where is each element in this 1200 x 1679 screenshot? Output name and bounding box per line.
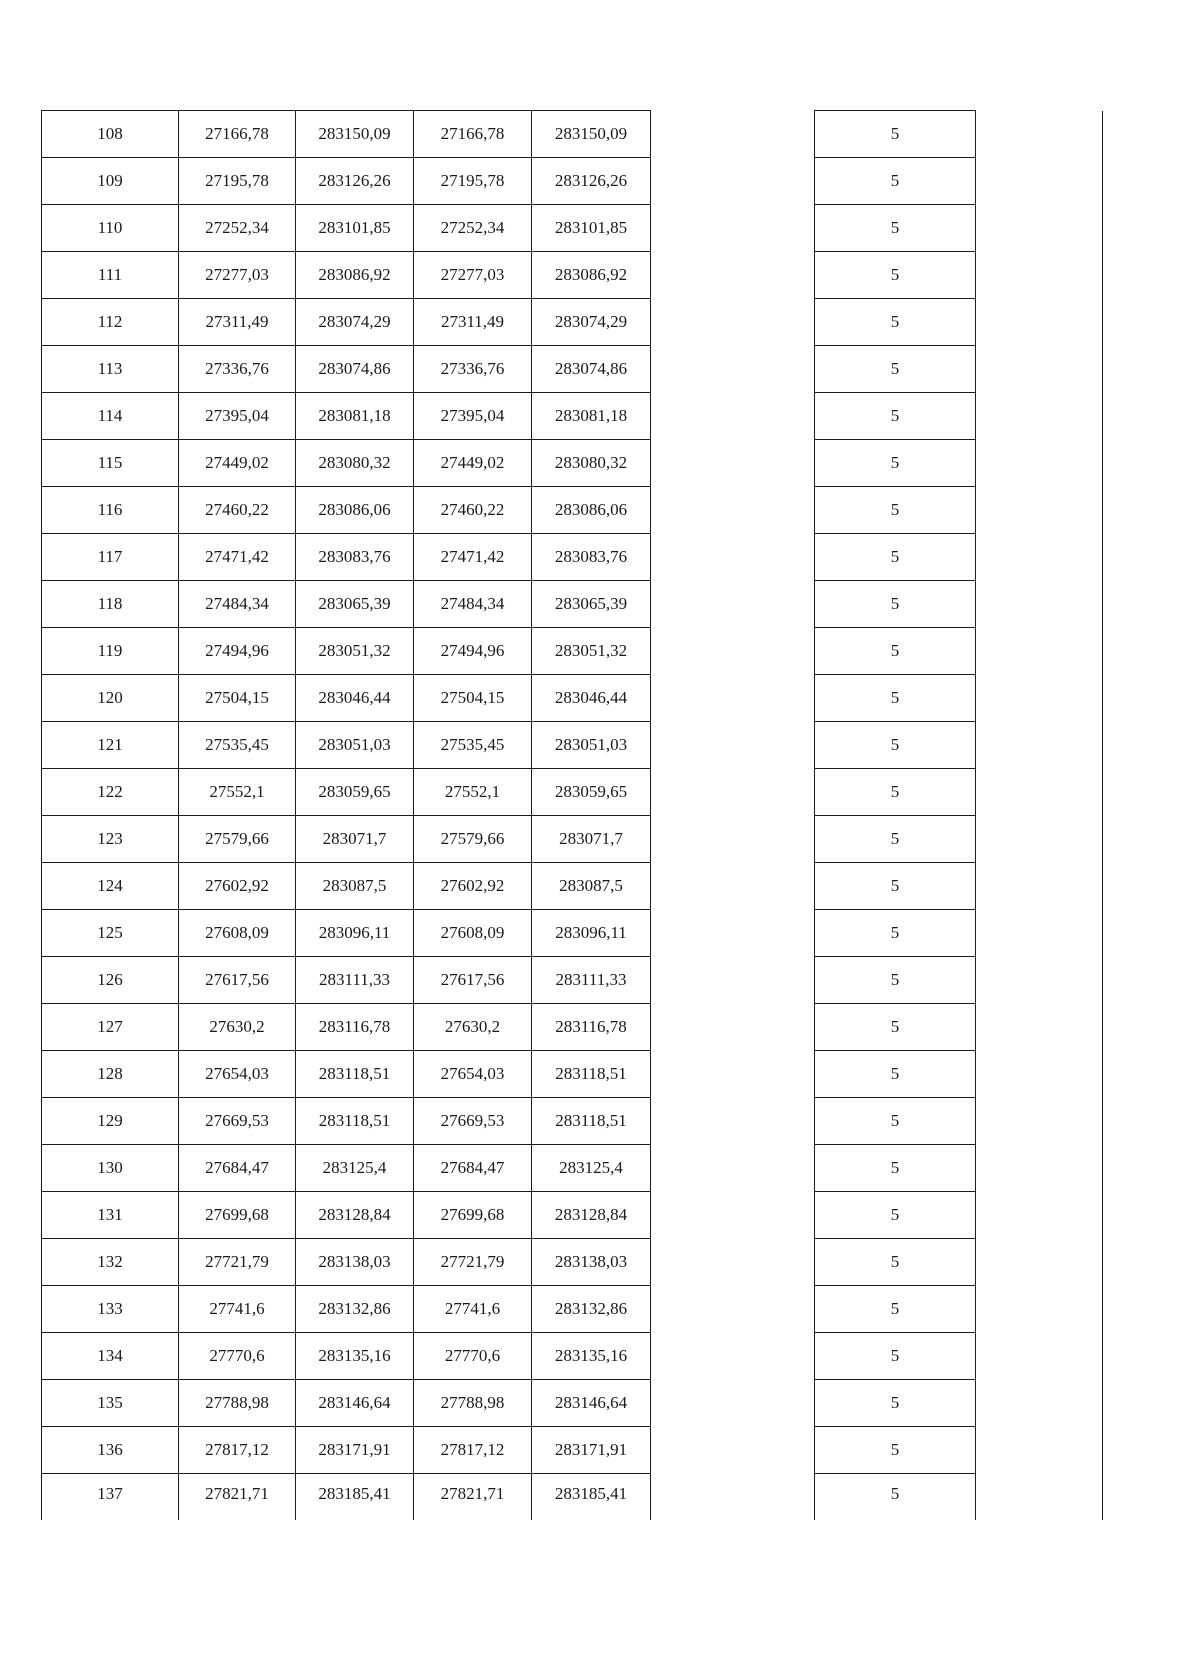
new-x-cell: 27449,02 xyxy=(414,440,532,487)
table-row xyxy=(42,1098,1103,1145)
existing-x-cell: 27460,22 xyxy=(179,487,296,534)
existing-x-cell: 27817,12 xyxy=(179,1427,296,1474)
new-y-cell: 283051,03 xyxy=(532,722,651,769)
new-x-cell: 27630,2 xyxy=(414,1004,532,1051)
existing-y-cell: 283128,84 xyxy=(296,1192,414,1239)
empty-column-cell xyxy=(651,534,815,581)
accuracy-cell: 5 xyxy=(815,1286,976,1333)
new-y-cell: 283051,32 xyxy=(532,628,651,675)
existing-x-cell: 27504,15 xyxy=(179,675,296,722)
accuracy-cell: 5 xyxy=(815,205,976,252)
accuracy-cell: 5 xyxy=(815,393,976,440)
empty-column-cell xyxy=(651,299,815,346)
empty-column-cell xyxy=(976,299,1103,346)
existing-x-cell: 27336,76 xyxy=(179,346,296,393)
empty-column-cell xyxy=(651,1098,815,1145)
point-number-cell: 135 xyxy=(42,1380,179,1427)
empty-column-cell xyxy=(651,1286,815,1333)
table-row xyxy=(42,1333,1103,1380)
accuracy-cell: 5 xyxy=(815,299,976,346)
existing-x-cell: 27277,03 xyxy=(179,252,296,299)
existing-x-cell: 27195,78 xyxy=(179,158,296,205)
point-number-cell: 128 xyxy=(42,1051,179,1098)
accuracy-cell: 5 xyxy=(815,1098,976,1145)
point-number-cell: 116 xyxy=(42,487,179,534)
empty-column-cell xyxy=(651,205,815,252)
accuracy-cell: 5 xyxy=(815,675,976,722)
existing-x-cell: 27669,53 xyxy=(179,1098,296,1145)
existing-y-cell: 283051,03 xyxy=(296,722,414,769)
accuracy-cell: 5 xyxy=(815,1380,976,1427)
existing-y-cell: 283080,32 xyxy=(296,440,414,487)
accuracy-cell: 5 xyxy=(815,769,976,816)
empty-column-cell xyxy=(976,346,1103,393)
new-x-cell: 27770,6 xyxy=(414,1333,532,1380)
point-number-cell: 115 xyxy=(42,440,179,487)
empty-column-cell xyxy=(651,1004,815,1051)
coordinates-table xyxy=(41,110,1103,1520)
point-number-cell: 111 xyxy=(42,252,179,299)
accuracy-cell: 5 xyxy=(815,1192,976,1239)
empty-column-cell xyxy=(651,1192,815,1239)
point-number-cell: 137 xyxy=(42,1474,179,1521)
point-number-cell: 127 xyxy=(42,1004,179,1051)
empty-column-cell xyxy=(976,1004,1103,1051)
new-y-cell: 283138,03 xyxy=(532,1239,651,1286)
existing-y-cell: 283081,18 xyxy=(296,393,414,440)
new-x-cell: 27471,42 xyxy=(414,534,532,581)
empty-column-cell xyxy=(976,205,1103,252)
accuracy-cell: 5 xyxy=(815,863,976,910)
empty-column-cell xyxy=(651,628,815,675)
new-x-cell: 27277,03 xyxy=(414,252,532,299)
empty-column-cell xyxy=(976,393,1103,440)
new-y-cell: 283125,4 xyxy=(532,1145,651,1192)
table-row xyxy=(42,1239,1103,1286)
empty-column-cell xyxy=(976,534,1103,581)
new-x-cell: 27741,6 xyxy=(414,1286,532,1333)
existing-y-cell: 283111,33 xyxy=(296,957,414,1004)
table-row xyxy=(42,1192,1103,1239)
new-y-cell: 283080,32 xyxy=(532,440,651,487)
empty-column-cell xyxy=(976,722,1103,769)
point-number-cell: 119 xyxy=(42,628,179,675)
new-y-cell: 283132,86 xyxy=(532,1286,651,1333)
existing-x-cell: 27617,56 xyxy=(179,957,296,1004)
existing-y-cell: 283101,85 xyxy=(296,205,414,252)
table-row xyxy=(42,1145,1103,1192)
existing-x-cell: 27579,66 xyxy=(179,816,296,863)
table-row xyxy=(42,205,1103,252)
new-x-cell: 27395,04 xyxy=(414,393,532,440)
empty-column-cell xyxy=(651,111,815,158)
empty-column-cell xyxy=(976,628,1103,675)
table-row xyxy=(42,393,1103,440)
empty-column-cell xyxy=(976,769,1103,816)
accuracy-cell: 5 xyxy=(815,487,976,534)
existing-x-cell: 27741,6 xyxy=(179,1286,296,1333)
table-row xyxy=(42,346,1103,393)
table-row xyxy=(42,1051,1103,1098)
empty-column-cell xyxy=(976,1098,1103,1145)
accuracy-cell: 5 xyxy=(815,910,976,957)
table-row xyxy=(42,722,1103,769)
existing-y-cell: 283074,29 xyxy=(296,299,414,346)
existing-x-cell: 27494,96 xyxy=(179,628,296,675)
point-number-cell: 136 xyxy=(42,1427,179,1474)
point-number-cell: 123 xyxy=(42,816,179,863)
existing-x-cell: 27471,42 xyxy=(179,534,296,581)
existing-x-cell: 27166,78 xyxy=(179,111,296,158)
new-y-cell: 283185,41 xyxy=(532,1474,651,1521)
new-y-cell: 283059,65 xyxy=(532,769,651,816)
existing-x-cell: 27699,68 xyxy=(179,1192,296,1239)
table-row xyxy=(42,1286,1103,1333)
empty-column-cell xyxy=(651,393,815,440)
existing-y-cell: 283138,03 xyxy=(296,1239,414,1286)
existing-y-cell: 283125,4 xyxy=(296,1145,414,1192)
existing-x-cell: 27630,2 xyxy=(179,1004,296,1051)
empty-column-cell xyxy=(651,1427,815,1474)
new-x-cell: 27552,1 xyxy=(414,769,532,816)
table-row xyxy=(42,1380,1103,1427)
existing-x-cell: 27721,79 xyxy=(179,1239,296,1286)
new-x-cell: 27608,09 xyxy=(414,910,532,957)
new-y-cell: 283118,51 xyxy=(532,1098,651,1145)
new-y-cell: 283046,44 xyxy=(532,675,651,722)
point-number-cell: 124 xyxy=(42,863,179,910)
accuracy-cell: 5 xyxy=(815,1145,976,1192)
empty-column-cell xyxy=(976,1051,1103,1098)
empty-column-cell xyxy=(651,1333,815,1380)
empty-column-cell xyxy=(976,440,1103,487)
empty-column-cell xyxy=(651,910,815,957)
empty-column-cell xyxy=(651,675,815,722)
empty-column-cell xyxy=(651,816,815,863)
new-y-cell: 283118,51 xyxy=(532,1051,651,1098)
new-y-cell: 283135,16 xyxy=(532,1333,651,1380)
point-number-cell: 117 xyxy=(42,534,179,581)
new-y-cell: 283087,5 xyxy=(532,863,651,910)
new-y-cell: 283126,26 xyxy=(532,158,651,205)
empty-column-cell xyxy=(976,487,1103,534)
point-number-cell: 133 xyxy=(42,1286,179,1333)
existing-x-cell: 27684,47 xyxy=(179,1145,296,1192)
table-row xyxy=(42,534,1103,581)
existing-y-cell: 283132,86 xyxy=(296,1286,414,1333)
new-y-cell: 283074,29 xyxy=(532,299,651,346)
empty-column-cell xyxy=(976,910,1103,957)
accuracy-cell: 5 xyxy=(815,1051,976,1098)
table-row xyxy=(42,675,1103,722)
table-row xyxy=(42,628,1103,675)
existing-x-cell: 27252,34 xyxy=(179,205,296,252)
existing-y-cell: 283086,06 xyxy=(296,487,414,534)
empty-column-cell xyxy=(976,581,1103,628)
empty-column-cell xyxy=(651,1145,815,1192)
accuracy-cell: 5 xyxy=(815,252,976,299)
existing-x-cell: 27395,04 xyxy=(179,393,296,440)
new-y-cell: 283081,18 xyxy=(532,393,651,440)
table-row xyxy=(42,111,1103,158)
point-number-cell: 122 xyxy=(42,769,179,816)
new-x-cell: 27602,92 xyxy=(414,863,532,910)
empty-column-cell xyxy=(651,158,815,205)
new-x-cell: 27494,96 xyxy=(414,628,532,675)
accuracy-cell: 5 xyxy=(815,111,976,158)
new-y-cell: 283171,91 xyxy=(532,1427,651,1474)
point-number-cell: 109 xyxy=(42,158,179,205)
point-number-cell: 125 xyxy=(42,910,179,957)
existing-x-cell: 27770,6 xyxy=(179,1333,296,1380)
empty-column-cell xyxy=(976,1333,1103,1380)
new-x-cell: 27336,76 xyxy=(414,346,532,393)
existing-y-cell: 283096,11 xyxy=(296,910,414,957)
table-row xyxy=(42,440,1103,487)
existing-y-cell: 283116,78 xyxy=(296,1004,414,1051)
new-y-cell: 283071,7 xyxy=(532,816,651,863)
existing-y-cell: 283146,64 xyxy=(296,1380,414,1427)
new-x-cell: 27504,15 xyxy=(414,675,532,722)
new-x-cell: 27684,47 xyxy=(414,1145,532,1192)
existing-y-cell: 283150,09 xyxy=(296,111,414,158)
existing-x-cell: 27788,98 xyxy=(179,1380,296,1427)
new-y-cell: 283083,76 xyxy=(532,534,651,581)
existing-x-cell: 27484,34 xyxy=(179,581,296,628)
new-x-cell: 27252,34 xyxy=(414,205,532,252)
accuracy-cell: 5 xyxy=(815,1333,976,1380)
table-row xyxy=(42,769,1103,816)
accuracy-cell: 5 xyxy=(815,534,976,581)
accuracy-cell: 5 xyxy=(815,1239,976,1286)
accuracy-cell: 5 xyxy=(815,1004,976,1051)
new-x-cell: 27535,45 xyxy=(414,722,532,769)
existing-y-cell: 283051,32 xyxy=(296,628,414,675)
empty-column-cell xyxy=(976,111,1103,158)
table-row xyxy=(42,910,1103,957)
point-number-cell: 129 xyxy=(42,1098,179,1145)
point-number-cell: 118 xyxy=(42,581,179,628)
new-x-cell: 27617,56 xyxy=(414,957,532,1004)
empty-column-cell xyxy=(651,1474,815,1521)
empty-column-cell xyxy=(651,957,815,1004)
empty-column-cell xyxy=(651,252,815,299)
existing-y-cell: 283065,39 xyxy=(296,581,414,628)
empty-column-cell xyxy=(976,957,1103,1004)
point-number-cell: 120 xyxy=(42,675,179,722)
table-row xyxy=(42,158,1103,205)
empty-column-cell xyxy=(651,769,815,816)
new-y-cell: 283096,11 xyxy=(532,910,651,957)
empty-column-cell xyxy=(976,252,1103,299)
new-y-cell: 283086,06 xyxy=(532,487,651,534)
point-number-cell: 113 xyxy=(42,346,179,393)
accuracy-cell: 5 xyxy=(815,1427,976,1474)
accuracy-cell: 5 xyxy=(815,628,976,675)
point-number-cell: 132 xyxy=(42,1239,179,1286)
new-y-cell: 283065,39 xyxy=(532,581,651,628)
new-y-cell: 283111,33 xyxy=(532,957,651,1004)
empty-column-cell xyxy=(651,863,815,910)
empty-column-cell xyxy=(651,346,815,393)
point-number-cell: 134 xyxy=(42,1333,179,1380)
point-number-cell: 112 xyxy=(42,299,179,346)
point-number-cell: 108 xyxy=(42,111,179,158)
new-y-cell: 283150,09 xyxy=(532,111,651,158)
point-number-cell: 110 xyxy=(42,205,179,252)
new-x-cell: 27821,71 xyxy=(414,1474,532,1521)
new-y-cell: 283146,64 xyxy=(532,1380,651,1427)
accuracy-cell: 5 xyxy=(815,440,976,487)
accuracy-cell: 5 xyxy=(815,816,976,863)
accuracy-cell: 5 xyxy=(815,1474,976,1521)
empty-column-cell xyxy=(976,675,1103,722)
empty-column-cell xyxy=(651,1380,815,1427)
existing-x-cell: 27602,92 xyxy=(179,863,296,910)
new-y-cell: 283086,92 xyxy=(532,252,651,299)
new-x-cell: 27460,22 xyxy=(414,487,532,534)
empty-column-cell xyxy=(976,1380,1103,1427)
new-x-cell: 27699,68 xyxy=(414,1192,532,1239)
table-row xyxy=(42,1427,1103,1474)
new-x-cell: 27817,12 xyxy=(414,1427,532,1474)
accuracy-cell: 5 xyxy=(815,581,976,628)
existing-x-cell: 27654,03 xyxy=(179,1051,296,1098)
empty-column-cell xyxy=(651,1239,815,1286)
new-x-cell: 27788,98 xyxy=(414,1380,532,1427)
table-row xyxy=(42,863,1103,910)
new-y-cell: 283128,84 xyxy=(532,1192,651,1239)
new-x-cell: 27311,49 xyxy=(414,299,532,346)
point-number-cell: 126 xyxy=(42,957,179,1004)
new-y-cell: 283101,85 xyxy=(532,205,651,252)
table-row xyxy=(42,299,1103,346)
new-x-cell: 27579,66 xyxy=(414,816,532,863)
point-number-cell: 114 xyxy=(42,393,179,440)
point-number-cell: 131 xyxy=(42,1192,179,1239)
table-row xyxy=(42,1004,1103,1051)
existing-y-cell: 283083,76 xyxy=(296,534,414,581)
empty-column-cell xyxy=(976,1145,1103,1192)
new-x-cell: 27484,34 xyxy=(414,581,532,628)
table-row xyxy=(42,252,1103,299)
new-x-cell: 27721,79 xyxy=(414,1239,532,1286)
existing-x-cell: 27821,71 xyxy=(179,1474,296,1521)
accuracy-cell: 5 xyxy=(815,722,976,769)
new-x-cell: 27166,78 xyxy=(414,111,532,158)
point-number-cell: 130 xyxy=(42,1145,179,1192)
table-row xyxy=(42,957,1103,1004)
table-row xyxy=(42,487,1103,534)
empty-column-cell xyxy=(976,1239,1103,1286)
accuracy-cell: 5 xyxy=(815,158,976,205)
empty-column-cell xyxy=(651,440,815,487)
existing-y-cell: 283074,86 xyxy=(296,346,414,393)
empty-column-cell xyxy=(651,487,815,534)
existing-y-cell: 283171,91 xyxy=(296,1427,414,1474)
existing-y-cell: 283135,16 xyxy=(296,1333,414,1380)
existing-x-cell: 27449,02 xyxy=(179,440,296,487)
accuracy-cell: 5 xyxy=(815,346,976,393)
new-y-cell: 283074,86 xyxy=(532,346,651,393)
empty-column-cell xyxy=(651,722,815,769)
existing-y-cell: 283087,5 xyxy=(296,863,414,910)
empty-column-cell xyxy=(976,1427,1103,1474)
existing-x-cell: 27535,45 xyxy=(179,722,296,769)
existing-x-cell: 27552,1 xyxy=(179,769,296,816)
existing-y-cell: 283071,7 xyxy=(296,816,414,863)
existing-y-cell: 283059,65 xyxy=(296,769,414,816)
coordinates-table-body xyxy=(42,111,1103,1521)
table-row xyxy=(42,816,1103,863)
existing-x-cell: 27608,09 xyxy=(179,910,296,957)
existing-y-cell: 283118,51 xyxy=(296,1051,414,1098)
new-x-cell: 27669,53 xyxy=(414,1098,532,1145)
empty-column-cell xyxy=(976,1192,1103,1239)
new-x-cell: 27654,03 xyxy=(414,1051,532,1098)
existing-y-cell: 283185,41 xyxy=(296,1474,414,1521)
existing-y-cell: 283086,92 xyxy=(296,252,414,299)
existing-y-cell: 283126,26 xyxy=(296,158,414,205)
existing-x-cell: 27311,49 xyxy=(179,299,296,346)
empty-column-cell xyxy=(976,1474,1103,1521)
existing-y-cell: 283046,44 xyxy=(296,675,414,722)
accuracy-cell: 5 xyxy=(815,957,976,1004)
empty-column-cell xyxy=(976,158,1103,205)
empty-column-cell xyxy=(651,581,815,628)
empty-column-cell xyxy=(651,1051,815,1098)
existing-y-cell: 283118,51 xyxy=(296,1098,414,1145)
table-row xyxy=(42,581,1103,628)
new-y-cell: 283116,78 xyxy=(532,1004,651,1051)
empty-column-cell xyxy=(976,863,1103,910)
point-number-cell: 121 xyxy=(42,722,179,769)
empty-column-cell xyxy=(976,816,1103,863)
table-row xyxy=(42,1474,1103,1521)
empty-column-cell xyxy=(976,1286,1103,1333)
new-x-cell: 27195,78 xyxy=(414,158,532,205)
